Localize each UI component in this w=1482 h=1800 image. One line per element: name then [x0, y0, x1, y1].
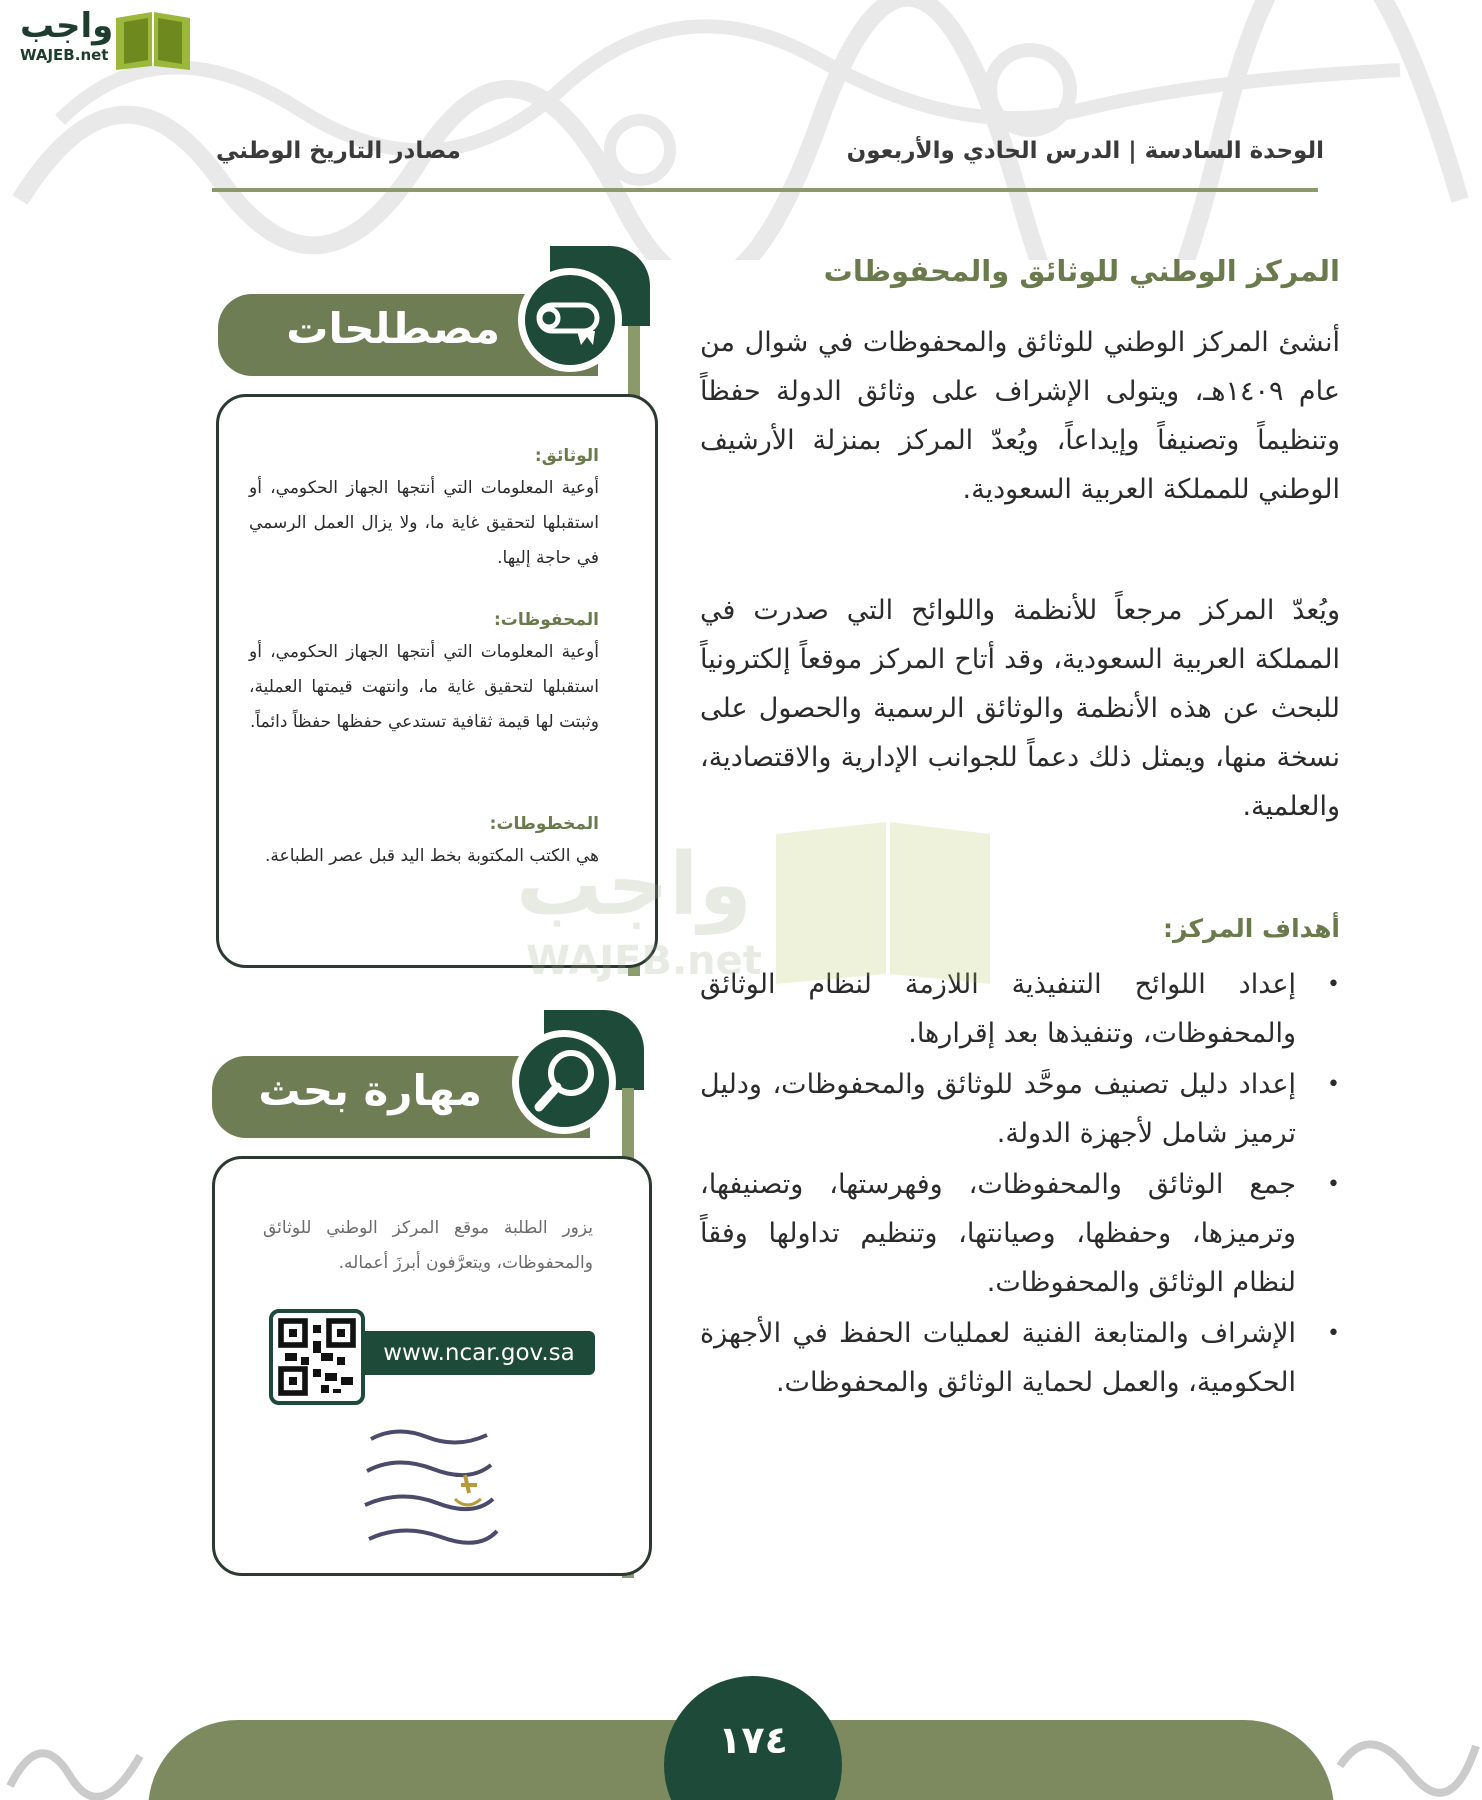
ncar-emblem-logo [357, 1419, 507, 1559]
section-title: المركز الوطني للوثائق والمحفوظات [823, 254, 1340, 288]
footer-pattern-left [0, 1716, 150, 1800]
list-item [700, 1160, 1340, 1307]
terms-label: مصطلحات [286, 304, 500, 353]
terms-box [216, 394, 658, 968]
bullet: • [1327, 1321, 1340, 1346]
term-definition: أوعية المعلومات التي أنتجها الجهاز الحكومي، أو استقبلها لتحقيق غاية ما، ولا يزال العمل الرسمي في حاجة إليها. [249, 478, 599, 568]
research-text: يزور الطلبة موقع المركز الوطني للوثائق والمحفوظات، ويتعرَّفون أبرزَ أعماله. [263, 1218, 593, 1273]
ncar-url-link[interactable]: www.ncar.gov.sa [363, 1331, 595, 1375]
goals-list [700, 960, 1340, 1409]
book-icon [112, 8, 194, 70]
qr-code-icon[interactable] [269, 1309, 365, 1405]
term-name: المحفوظات: [493, 610, 599, 630]
goals-title: أهداف المركز: [1162, 914, 1340, 943]
page-number: ١٧٤ [718, 1718, 788, 1762]
term-manuscripts [249, 809, 599, 874]
logo-sub: WAJEB.net [20, 46, 109, 64]
paragraph-2: ويُعدّ المركز مرجعاً للأنظمة واللوائح التي صدرت في المملكة العربية السعودية، وقد أتاح المركز موقعاً إلكترونياً للبحث عن هذه الأنظمة والوثائق الرسمية والحصول على نسخة منها، ويمثل ذلك دعماً للجوانب الإدارية والاقتصادية، والعلمية. [700, 595, 1340, 822]
scroll-icon [518, 268, 622, 372]
term-definition: هي الكتب المكتوبة بخط اليد قبل عصر الطباعة. [265, 846, 599, 866]
wajeb-logo[interactable] [8, 4, 188, 70]
calligraphy-background [0, 0, 1482, 260]
svg-text:واجب: واجب [516, 835, 752, 935]
term-name: المخطوطات: [489, 814, 599, 834]
goal-text: إعداد اللوائح التنفيذية اللازمة لنظام الوثائق والمحفوظات، وتنفيذها بعد إقرارها. [700, 969, 1296, 1049]
bullet: • [1327, 1072, 1340, 1097]
goal-text: إعداد دليل تصنيف موحَّد للوثائق والمحفوظات، ودليل ترميز شامل لأجهزة الدولة. [700, 1069, 1296, 1149]
header-divider [212, 188, 1318, 192]
bullet: • [1327, 972, 1340, 997]
chapter-header: مصادر التاريخ الوطني [216, 138, 461, 164]
list-item [700, 1060, 1340, 1158]
goal-text: جمع الوثائق والمحفوظات، وفهرستها، وتصنيفها، وترميزها، وحفظها، وصيانتها، وتنظيم تداولها وفقاً لنظام الوثائق والمحفوظات. [700, 1169, 1296, 1298]
unit-lesson-header: الوحدة السادسة | الدرس الحادي والأربعون [846, 138, 1324, 164]
term-archives [249, 605, 599, 740]
bullet: • [1327, 1172, 1340, 1197]
magnifier-icon [512, 1030, 616, 1134]
paragraph-1: أنشئ المركز الوطني للوثائق والمحفوظات في شوال من عام ١٤٠٩هـ، ويتولى الإشراف على وثائق الدولة حفظاً وتنظيماً وتصنيفاً وإيداعاً، ويُعدّ المركز بمنزلة الأرشيف الوطني للمملكة العربية السعودية. [700, 327, 1340, 505]
term-definition: أوعية المعلومات التي أنتجها الجهاز الحكومي، أو استقبلها لتحقيق غاية ما، وانتهت قيمتها العملية، وثبتت لها قيمة ثقافية تستدعي حفظها حفظاً دائماً. [249, 642, 599, 732]
logo-word: واجب [20, 6, 114, 46]
term-documents [249, 441, 599, 576]
svg-text:WAJEB.net: WAJEB.net [526, 938, 762, 984]
footer-pattern-right [1330, 1716, 1482, 1800]
list-item [700, 960, 1340, 1058]
goal-text: الإشراف والمتابعة الفنية لعمليات الحفظ في الأجهزة الحكومية، والعمل لحماية الوثائق والمحفوظات. [700, 1318, 1296, 1398]
research-label: مهارة بحث [258, 1066, 482, 1115]
term-name: الوثائق: [534, 446, 599, 466]
list-item [700, 1309, 1340, 1407]
research-box [212, 1156, 652, 1576]
